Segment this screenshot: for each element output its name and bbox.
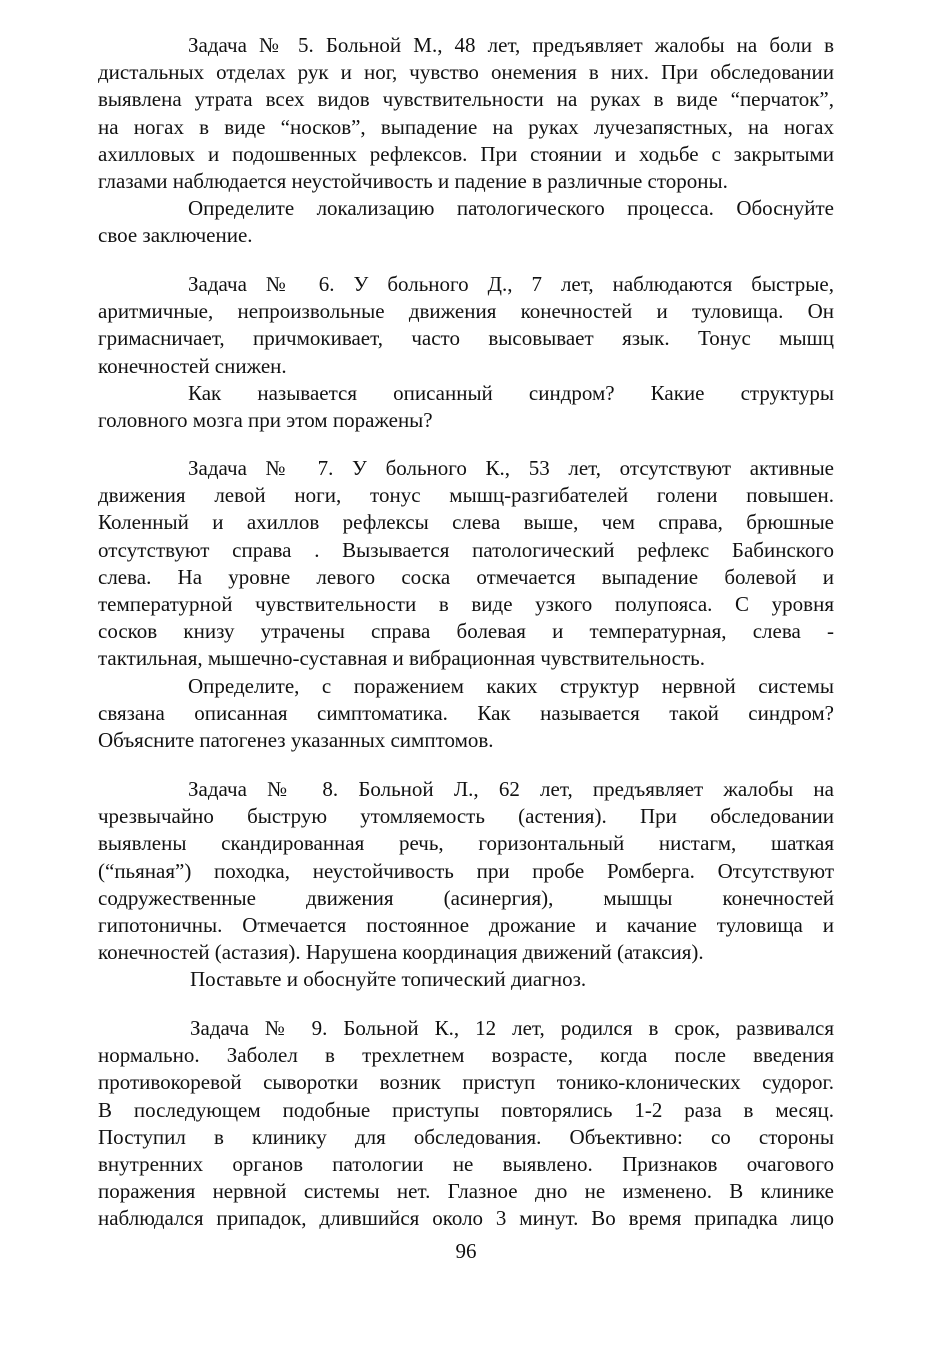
task-7-question-line-3: Объясните патогенез указанных симптомов.	[98, 727, 494, 752]
task-6-question-line-2: головного мозга при этом поражены?	[98, 407, 433, 432]
task-7-line-4: отсутствуют справа . Вызывается патологический рефлекс Бабинского	[98, 537, 834, 562]
task-5-line-5: ахилловых и подошвенных рефлексов. При стоянии и ходьбе с закрытыми	[98, 141, 834, 166]
task-8-line-6: гипотоничны. Отмечается постоянное дрожание и качание туловища и	[98, 912, 834, 937]
task-7-line-6: температурной чувствительности в виде узкого полупояса. С уровня	[98, 591, 834, 616]
task-8-question-line-1: Поставьте и обоснуйте топический диагноз.	[190, 967, 587, 992]
task-9-line-4: В последующем подобные приступы повторялись 1-2 раза в месяц.	[98, 1097, 834, 1122]
task-7-line-5: слева. На уровне левого соска отмечается выпадение болевой и	[98, 564, 834, 589]
task-8-line-2: чрезвычайно быструю утомляемость (астения). При обследовании	[98, 804, 834, 829]
task-9-line-3: противокоревой сыворотки возник приступ тонико-клонических судорог.	[98, 1070, 834, 1095]
task-7	[98, 455, 834, 754]
task-8-line-3: выявлены скандированная речь, горизонтальный нистагм, шаткая	[98, 831, 834, 856]
task-9-line-1: Задача № 9. Больной К., 12 лет, родился в срок, развивался	[190, 1016, 834, 1040]
task-5-question-line-2: свое заключение.	[98, 223, 253, 248]
task-9	[98, 1015, 834, 1233]
task-9-line-6: внутренних органов патологии не выявлено. Признаков очагового	[98, 1151, 834, 1176]
task-6-question-line-1: Как называется описанный синдром? Какие структуры	[188, 380, 834, 405]
task-9-line-5: Поступил в клинику для обследования. Объективно: со стороны	[98, 1124, 834, 1149]
task-7-line-7: сосков книзу утрачены справа болевая и температурная, слева -	[98, 619, 834, 644]
task-7-line-8: тактильная, мышечно-суставная и вибрационная чувствительность.	[98, 646, 706, 671]
task-6	[98, 271, 834, 434]
task-5-line-2: дистальных отделах рук и ног, чувство онемения в них. При обследовании	[98, 60, 834, 85]
task-7-line-3: Коленный и ахиллов рефлексы слева выше, чем справа, брюшные	[98, 510, 834, 535]
task-7-question-line-1: Определите, с поражением каких структур нервной системы	[188, 673, 834, 698]
task-8-line-1: Задача № 8. Больной Л., 62 лет, предъявляет жалобы на	[188, 777, 834, 801]
task-5-question-line-1: Определите локализацию патологического процесса. Обоснуйте	[188, 196, 834, 221]
task-5-line-4: на ногах в виде “носков”, выпадение на руках лучезапястных, на ногах	[98, 114, 834, 139]
page-number: 96	[455, 1239, 477, 1263]
task-5-line-3: выявлена утрата всех видов чувствительности на руках в виде “перчаток”,	[98, 87, 834, 112]
task-6-line-4: конечностей снижен.	[98, 353, 287, 378]
task-5	[98, 32, 834, 250]
task-8-line-7: конечностей (астазия). Нарушена координация движений (атаксия).	[98, 940, 704, 965]
task-7-line-2: движения левой ноги, тонус мышц-разгибателей голени повышен.	[98, 483, 834, 508]
task-8-line-4: (“пьяная”) походка, неустойчивость при пробе Ромберга. Отсутствуют	[98, 858, 834, 883]
task-7-question-line-2: связана описанная симптоматика. Как называется такой синдром?	[98, 700, 834, 725]
task-8-line-5: содружественные движения (асинергия), мышцы конечностей	[98, 885, 834, 910]
task-5-line-6: глазами наблюдается неустойчивость и падение в различные стороны.	[98, 168, 728, 193]
task-6-line-2: аритмичные, непроизвольные движения конечностей и туловища. Он	[98, 299, 834, 324]
task-6-line-1: Задача № 6. У больного Д., 7 лет, наблюдаются быстрые,	[188, 272, 834, 296]
task-8	[98, 776, 834, 994]
task-7-line-1: Задача № 7. У больного К., 53 лет, отсутствуют активные	[188, 456, 834, 480]
task-9-line-2: нормально. Заболел в трехлетнем возрасте, когда после введения	[98, 1043, 834, 1068]
task-9-line-8: наблюдался припадок, длившийся около 3 минут. Во время припадка лицо	[98, 1206, 834, 1231]
task-9-line-7: поражения нервной системы нет. Глазное дно не изменено. В клинике	[98, 1179, 834, 1204]
task-5-line-1: Задача № 5. Больной М., 48 лет, предъявляет жалобы на боли в	[188, 33, 834, 57]
task-6-line-3: гримасничает, причмокивает, часто высовывает язык. Тонус мышц	[98, 326, 834, 351]
